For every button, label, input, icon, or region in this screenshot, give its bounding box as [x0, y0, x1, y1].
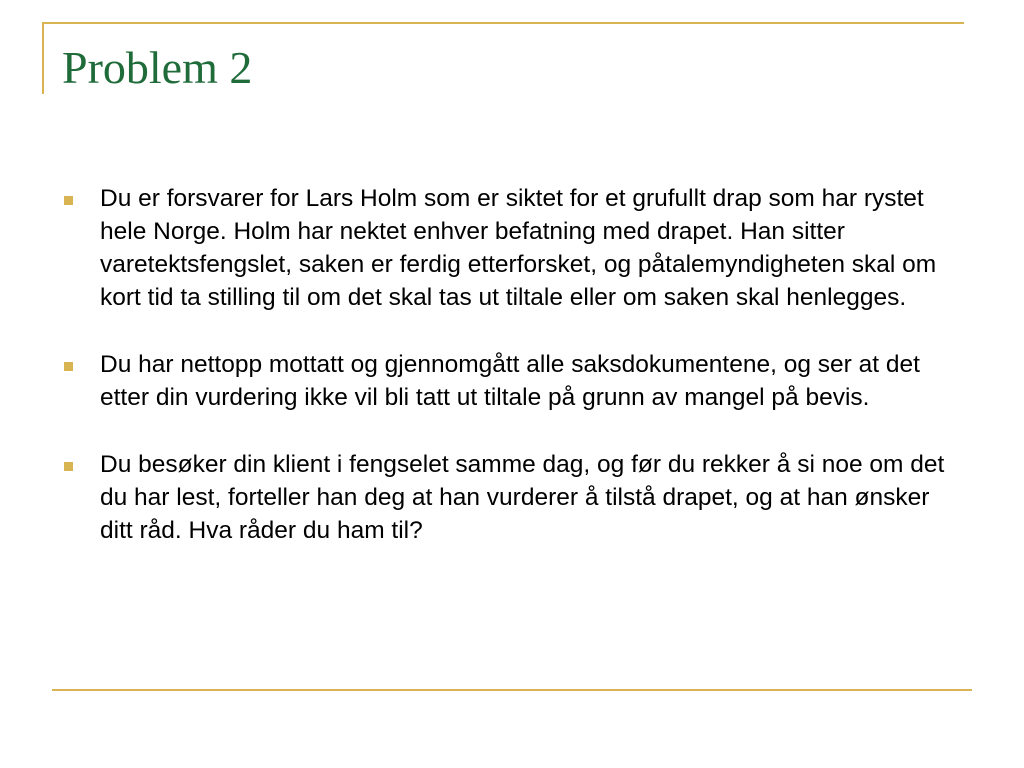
bullet-text: Du besøker din klient i fengselet samme dag, og før du rekker å si noe om det du har lest, forteller han deg at han vurderer å tilstå drapet, og at han ønsker ditt råd. Hva råder du ham til? [100, 451, 945, 544]
square-bullet-icon [64, 462, 73, 471]
bullet-list [64, 182, 964, 581]
bullet-text: Du har nettopp mottatt og gjennomgått alle saksdokumentene, og ser at det etter din vurdering ikke vil bli tatt ut tiltale på grunn av mangel på bevis. [100, 351, 920, 411]
bullet-text: Du er forsvarer for Lars Holm som er siktet for et grufullt drap som har rystet hele Norge. Holm har nektet enhver befatning med drapet. Han sitter varetektsfengslet, saken er ferdig etterforsket, og påtalemyndigheten skal om kort tid ta stilling til om det skal tas ut tiltale eller om saken skal henlegges. [100, 185, 937, 311]
square-bullet-icon [64, 196, 73, 205]
bullet-item [64, 182, 964, 314]
bottom-divider [52, 689, 972, 691]
frame-left-accent-line [42, 22, 44, 94]
slide-title: Problem 2 [62, 42, 253, 93]
bullet-item [64, 448, 964, 547]
square-bullet-icon [64, 362, 73, 371]
frame-top-accent-line [42, 22, 964, 24]
bullet-item [64, 348, 964, 414]
